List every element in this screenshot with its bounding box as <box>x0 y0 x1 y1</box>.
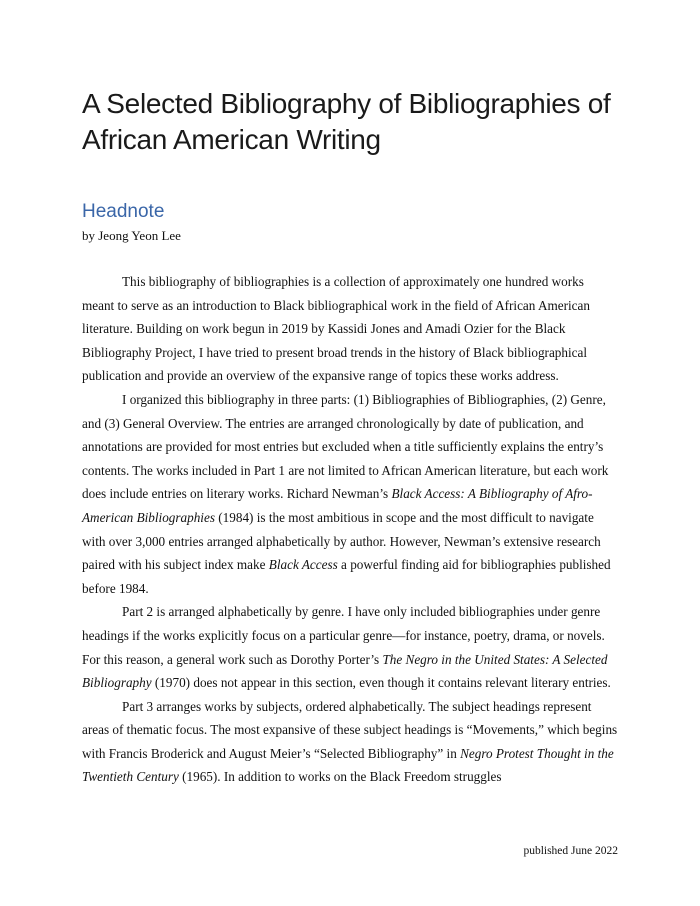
paragraph-text: (1970) does not appear in this section, even though it contains relevant literary entries. <box>151 675 611 691</box>
paragraph-text: (1965). In addition to works on the Black Freedom struggles <box>178 769 502 785</box>
byline: by Jeong Yeon Lee <box>82 228 181 243</box>
publication-date: published June 2022 <box>523 845 618 857</box>
italic-title-text: Negro Protest Thought in the Twentieth Century <box>82 745 614 785</box>
paragraph-text: Part 2 is arranged alphabetically by genre. I have only included bibliographies under genre headings if the works explicitly focus on a particular genre—for instance, poetry, drama, or novels. For this reason, a general work such as Dorothy Porter’s <box>82 604 605 667</box>
paragraph-text: (1984) is the most ambitious in scope and the most difficult to navigate with over 3,000 entries arranged alphabetically by author. However, Newman’s extensive research paired with his subject index make <box>82 509 601 573</box>
paragraph-text: a powerful finding aid for bibliographies published before 1984. <box>82 557 611 596</box>
body-paragraph <box>82 600 618 694</box>
italic-title-text: The Negro in the United States: A Selected Bibliography <box>82 651 608 691</box>
body-paragraph <box>82 388 618 600</box>
document-title: A Selected Bibliography of Bibliographies of African American Writing <box>82 88 611 155</box>
paragraph-text: This bibliography of bibliographies is a collection of approximately one hundred works meant to serve as an introduction to Black bibliographical work in the field of African American literature. Building on work begun in 2019 by Kassidi Jones and Amadi Ozier for the Black Bibliography Project, I have tried to present broad trends in the history of Black bibliographical publication and provide an overview of the expansive range of topics these works address. <box>82 274 590 384</box>
document-body <box>82 270 618 789</box>
paragraph-text: Part 3 arranges works by subjects, ordered alphabetically. The subject headings represent areas of thematic focus. The most expansive of these subject headings is “Movements,” which begins with Francis Broderick and August Meier’s “Selected Bibliography” in <box>82 698 618 761</box>
body-paragraph <box>82 270 618 388</box>
paragraph-text: I organized this bibliography in three parts: (1) Bibliographies of Bibliographies, (2) Genre, and (3) General Overview. The entries are arranged chronologically by date of publication, and annotations are provided for most entries but excluded when a title sufficiently explains the entry’s contents. The works included in Part 1 are not limited to African American literature, but each work does include entries on literary works. Richard Newman’s <box>82 391 609 502</box>
section-heading: Headnote <box>82 201 165 222</box>
body-paragraph <box>82 695 618 789</box>
italic-title-text: Black Access: A Bibliography of Afro-American Bibliographies <box>82 486 593 525</box>
italic-title-text: Black Access <box>268 557 338 573</box>
